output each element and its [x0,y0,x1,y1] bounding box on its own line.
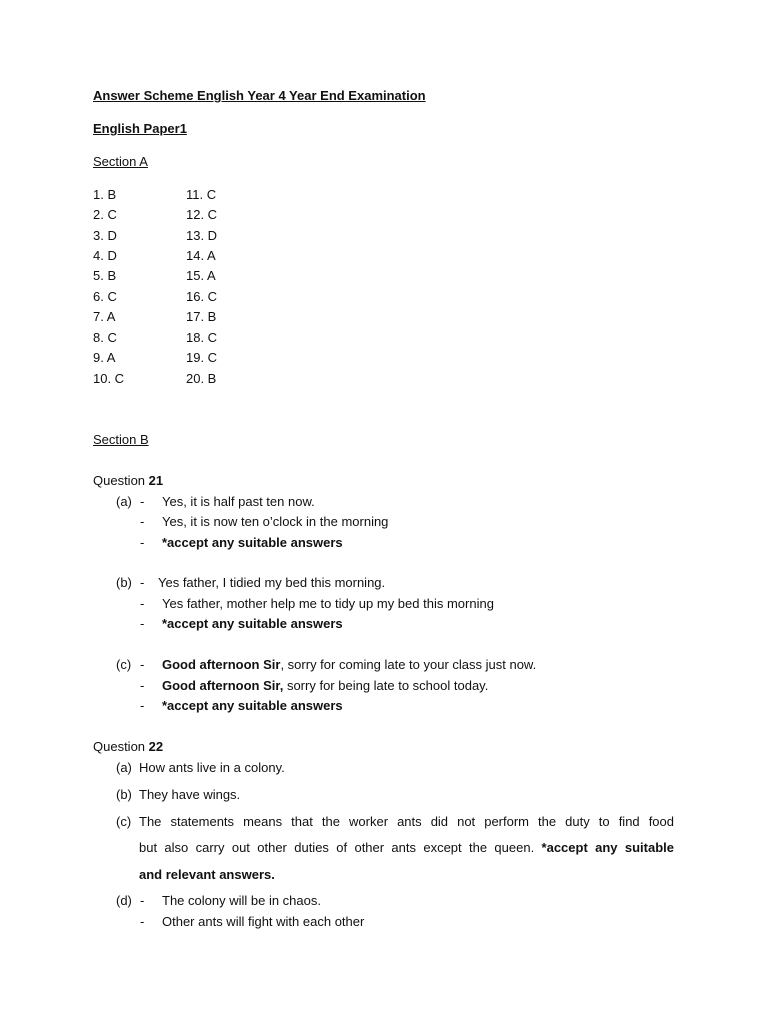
answer-item: 16. C [186,289,218,304]
answer-item: 12. C [186,207,218,222]
answer-item: 19. C [186,350,218,365]
bullet-dash: - [140,893,145,908]
answer-item: 17. B [186,309,217,324]
answer-note: *accept any suitable [541,840,674,855]
greeting-bold: Good afternoon Sir, [162,678,284,693]
answer-item: 10. C [93,371,125,386]
document-title: Answer Scheme English Year 4 Year End Examination [93,88,426,103]
answer-text: They have wings. [139,787,241,802]
question-number: 22 [148,739,164,754]
q21-a-letter: (a) [116,494,132,509]
answer-item: 11. C [186,187,217,202]
bullet-dash: - [140,914,145,929]
bullet-dash: - [140,596,145,611]
answer-note: *accept any suitable answers [162,698,343,713]
answer-text: How ants live in a colony. [139,760,285,775]
answer-text [162,657,536,673]
answer-item: 20. B [186,371,217,386]
q21-c-letter: (c) [116,657,132,672]
question-22-heading [93,739,163,755]
answer-rest: sorry for being late to school today. [283,678,489,693]
answer-text-line [139,840,674,856]
question-label: Question [93,739,149,754]
bullet-dash: - [140,494,145,509]
answer-text: Yes, it is half past ten now. [162,494,315,509]
q21-b-letter: (b) [116,575,132,590]
answer-item: 7. A [93,309,116,324]
answer-rest: , sorry for coming late to your class just now. [280,657,537,672]
question-number: 21 [148,473,164,488]
answer-item: 1. B [93,187,117,202]
bullet-dash: - [140,698,145,713]
bullet-dash: - [140,535,145,550]
answer-note: *accept any suitable answers [162,535,343,550]
answer-item: 4. D [93,248,117,263]
answer-text-line: The statements means that the worker ants did not perform the duty to find food [139,814,674,829]
answer-text: Yes, it is now ten o’clock in the morning [162,514,389,529]
question-21-heading [93,473,163,489]
bullet-dash: - [140,678,145,693]
answer-item: 18. C [186,330,218,345]
paper-title: English Paper1 [93,121,187,136]
q22-a-letter: (a) [116,760,132,775]
answer-item: 13. D [186,228,218,243]
bullet-dash: - [140,575,145,590]
answer-text: The colony will be in chaos. [162,893,321,908]
answer-item: 5. B [93,268,117,283]
bullet-dash: - [140,657,145,672]
answer-text [162,678,488,694]
q22-b-letter: (b) [116,787,132,802]
answer-rest: but also carry out other duties of other ants except the queen. [139,840,542,855]
bullet-dash: - [140,514,145,529]
answer-item: 3. D [93,228,117,243]
section-a-heading: Section A [93,154,148,169]
answer-note: and relevant answers. [139,867,275,882]
q22-d-letter: (d) [116,893,132,908]
answer-item: 8. C [93,330,117,345]
question-label: Question [93,473,149,488]
answer-item: 2. C [93,207,117,222]
answer-item: 14. A [186,248,216,263]
answer-text: Yes father, I tidied my bed this morning. [158,575,386,590]
section-b-heading: Section B [93,432,149,447]
bullet-dash: - [140,616,145,631]
answer-text: Other ants will fight with each other [162,914,365,929]
answer-text: Yes father, mother help me to tidy up my bed this morning [162,596,494,611]
q22-c-letter: (c) [116,814,132,829]
answer-item: 15. A [186,268,216,283]
answer-note: *accept any suitable answers [162,616,343,631]
greeting-bold: Good afternoon Sir [162,657,281,672]
answer-item: 6. C [93,289,117,304]
answer-item: 9. A [93,350,116,365]
